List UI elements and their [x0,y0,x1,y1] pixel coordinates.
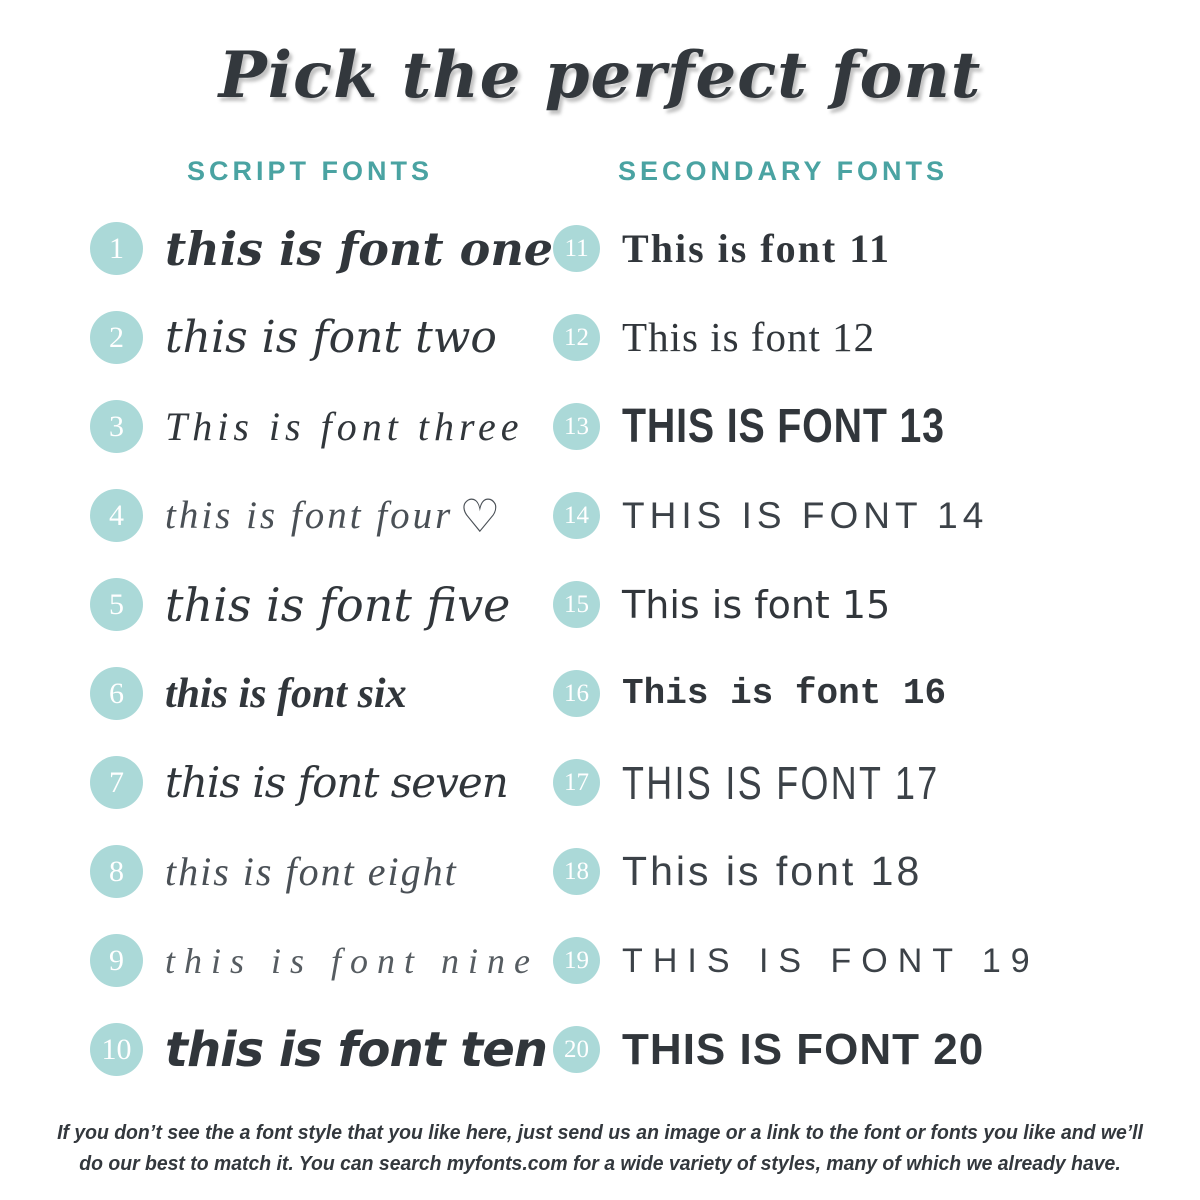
column-script-fonts [0,158,553,1094]
number-badge: 8 [90,845,143,898]
font-row [90,1005,553,1094]
number-badge: 4 [90,489,143,542]
font-sample-label: this is font six [165,670,407,717]
font-row [553,204,1081,293]
column-secondary-fonts [553,158,1081,1094]
font-sample-label: this is font two [165,311,497,363]
number-badge: 9 [90,934,143,987]
number-badge: 3 [90,400,143,453]
font-sample-label: This is font 16 [622,672,947,714]
font-sample-label: This is font 15 [622,582,891,627]
font-sample-label: this is font five [165,577,511,632]
font-sample-label: THIS IS FONT 17 [622,756,940,809]
font-row [90,471,553,560]
number-badge: 12 [553,314,600,361]
font-sample-label: This is font 18 [622,848,923,894]
number-badge: 20 [553,1026,600,1073]
number-badge: 2 [90,311,143,364]
font-row [553,916,1081,1005]
font-row [553,293,1081,382]
script-fonts-header: SCRIPT FONTS [186,156,433,186]
font-row [90,293,553,382]
number-badge: 19 [553,937,600,984]
number-badge: 13 [553,403,600,450]
font-row [90,649,553,738]
footer-note [18,1118,1182,1180]
number-badge: 1 [90,222,143,275]
font-row [553,382,1081,471]
font-sample-label: this is font one [165,221,554,276]
font-row [90,827,553,916]
font-row [553,1005,1081,1094]
font-sample-label: this is font four [165,494,454,537]
number-badge: 6 [90,667,143,720]
font-sample-label: This is font 12 [622,314,876,360]
number-badge: 15 [553,581,600,628]
font-row [553,649,1081,738]
number-badge: 14 [553,492,600,539]
font-row [553,471,1081,560]
font-row [90,382,553,471]
font-row [553,738,1081,827]
heart-swash-icon: ♡ [459,488,501,543]
font-sample-label: this is font eight [165,848,458,894]
font-row [90,738,553,827]
number-badge: 17 [553,759,600,806]
font-sample-label: THIS IS FONT 19 [622,941,1040,980]
number-badge: 11 [553,225,600,272]
font-sample-label: this is font ten [165,1021,547,1078]
number-badge: 10 [90,1023,143,1076]
font-sample-label: this is font seven [165,757,508,807]
number-badge: 18 [553,848,600,895]
font-row [90,560,553,649]
footer-line-2: do our best to match it. You can search myfonts.com for a wide variety of styles, many of which we already have. [79,1153,1121,1175]
font-sample-label: THIS IS FONT 14 [622,495,989,536]
font-sample-label: THIS IS FONT 20 [622,1024,985,1074]
font-row [553,560,1081,649]
script-fonts-list [90,204,553,1094]
number-badge: 7 [90,756,143,809]
font-row [90,916,553,1005]
font-sample-label: This is font 11 [622,225,892,271]
secondary-fonts-list [553,204,1081,1094]
font-row [553,827,1081,916]
secondary-fonts-header: SECONDARY FONTS [618,156,949,186]
number-badge: 16 [553,670,600,717]
font-sample-label: THIS IS FONT 13 [622,399,945,453]
number-badge: 5 [90,578,143,631]
page-title: Pick the perfect font [218,38,982,113]
font-row [90,204,553,293]
footer-line-1: If you don’t see the a font style that you like here, just send us an image or a link to the font or fonts you like and we’ll [57,1122,1143,1144]
font-sample-label: This is font three [165,403,524,449]
font-sample-label: this is font nine [165,940,540,981]
font-columns [0,158,1200,1094]
